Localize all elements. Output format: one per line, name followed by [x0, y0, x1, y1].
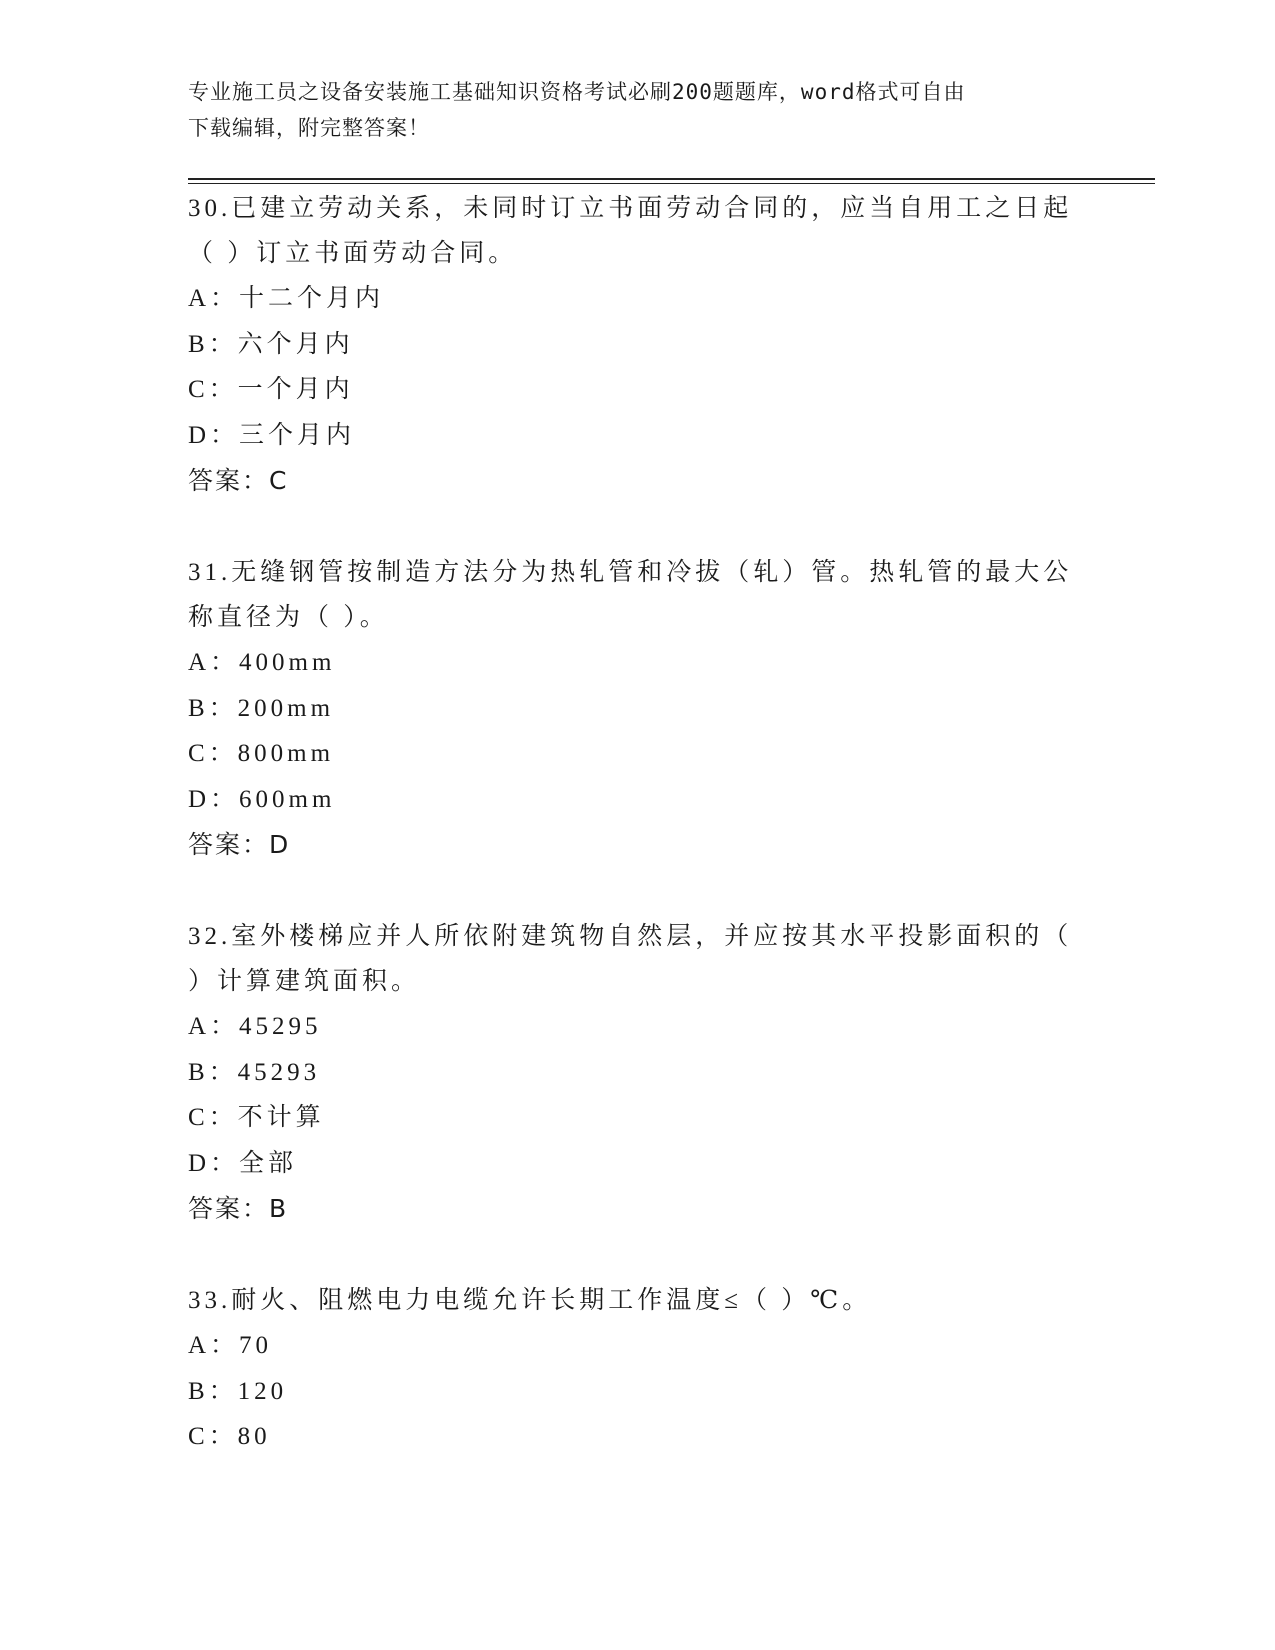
option-a: A：70 — [188, 1332, 273, 1359]
option-c: C：800mm — [188, 740, 335, 767]
question-stem: 33.耐火、阻燃电力电缆允许长期工作温度≤（ ）℃。 — [188, 1287, 872, 1314]
answer: 答案：D — [188, 830, 291, 859]
header-divider-thin — [188, 183, 1155, 184]
option-a: A：十二个月内 — [188, 285, 385, 312]
header-line-1: 专业施工员之设备安装施工基础知识资格考试必刷200题题库，word格式可自由 — [188, 80, 966, 104]
question-stem-continued: ）计算建筑面积。 — [188, 968, 421, 995]
answer: 答案：C — [188, 466, 289, 495]
option-b: B：200mm — [188, 694, 335, 722]
option-d: D：600mm — [188, 785, 336, 813]
option-c: C：80 — [188, 1423, 271, 1450]
option-a: A：45295 — [188, 1013, 322, 1040]
option-d: D：三个月内 — [188, 421, 356, 449]
option-d: D：全部 — [188, 1149, 298, 1177]
question-block — [188, 1278, 1088, 1460]
option-a: A：400mm — [188, 649, 336, 676]
option-b: B：六个月内 — [188, 330, 354, 358]
option-c: C：一个月内 — [188, 376, 354, 403]
question-stem: 31.无缝钢管按制造方法分为热轧管和冷拔（轧）管。热轧管的最大公 — [188, 559, 1073, 586]
option-b: B：45293 — [188, 1058, 321, 1086]
option-c: C：不计算 — [188, 1104, 325, 1131]
header-line-2: 下载编辑，附完整答案！ — [188, 116, 430, 140]
question-list — [188, 186, 1088, 1460]
header-divider-thick — [188, 178, 1155, 180]
question-block — [188, 550, 1088, 868]
question-block — [188, 186, 1088, 504]
question-stem: 30.已建立劳动关系，未同时订立书面劳动合同的，应当自用工之日起 — [188, 195, 1073, 222]
answer: 答案：B — [188, 1194, 289, 1223]
question-stem-continued: 称直径为（ ）。 — [188, 604, 389, 631]
document-header — [188, 74, 1068, 146]
question-block — [188, 914, 1088, 1232]
question-stem: 32.室外楼梯应并人所依附建筑物自然层，并应按其水平投影面积的（ — [188, 923, 1073, 950]
question-stem-continued: （ ）订立书面劳动合同。 — [188, 240, 518, 267]
option-b: B：120 — [188, 1377, 288, 1405]
